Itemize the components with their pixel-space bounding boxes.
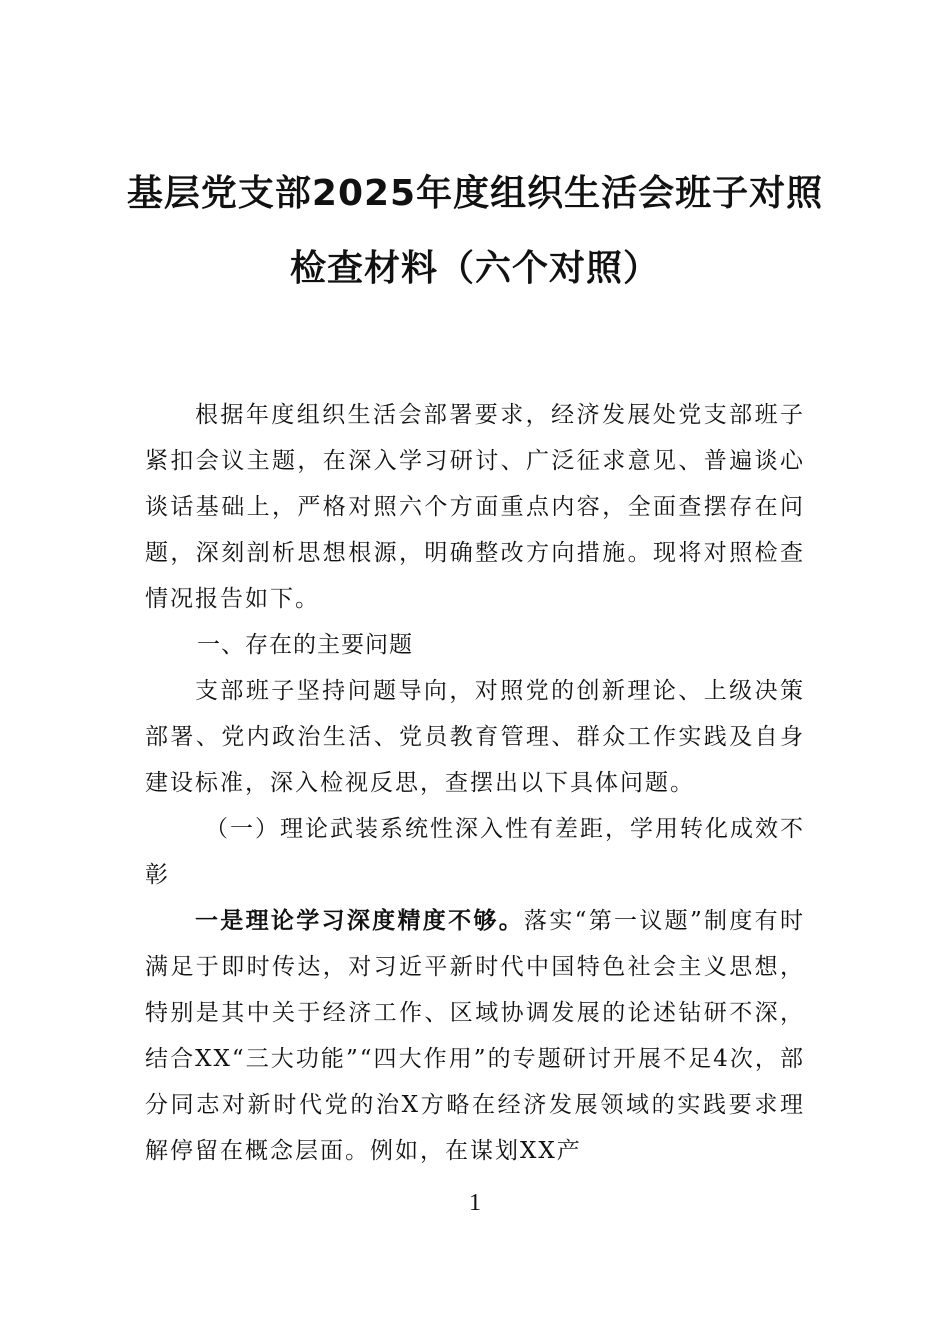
document-title-line-2: 检查材料（六个对照） [289, 248, 660, 289]
point-1-paragraph [145, 898, 805, 1174]
section-1-heading: 一、存在的主要问题 [197, 632, 413, 658]
point-1-text: 落实“第一议题”制度有时满足于即时传达，对习近平新时代中国特色社会主义思想，特别是其中关于经济工作、区域协调发展的论述钻研不深，结合XX“三大功能”“四大作用”的专题研讨开展不足4次，部分同志对新时代党的治X方略在经济发展领域的实践要求理解停留在概念层面。例如，在谋划XX产 [145, 908, 805, 1164]
document-title-line-1: 基层党支部2025年度组织生活会班子对照 [126, 173, 824, 214]
section-1-paragraph: 支部班子坚持问题导向，对照党的创新理论、上级决策部署、党内政治生活、党员教育管理、群众工作实践及自身建设标准，深入检视反思，查摆出以下具体问题。 [145, 678, 805, 796]
point-1-lead: 一是理论学习深度精度不够。 [195, 908, 525, 934]
page-number: 1 [469, 1190, 481, 1216]
intro-paragraph: 根据年度组织生活会部署要求，经济发展处党支部班子紧扣会议主题，在深入学习研讨、广泛征求意见、普遍谈心谈话基础上，严格对照六个方面重点内容，全面查摆存在问题，深刻剖析思想根源，明确整改方向措施。现将对照检查情况报告如下。 [145, 402, 805, 612]
subsection-1-heading: （一）理论武装系统性深入性有差距，学用转化成效不彰 [145, 816, 805, 888]
